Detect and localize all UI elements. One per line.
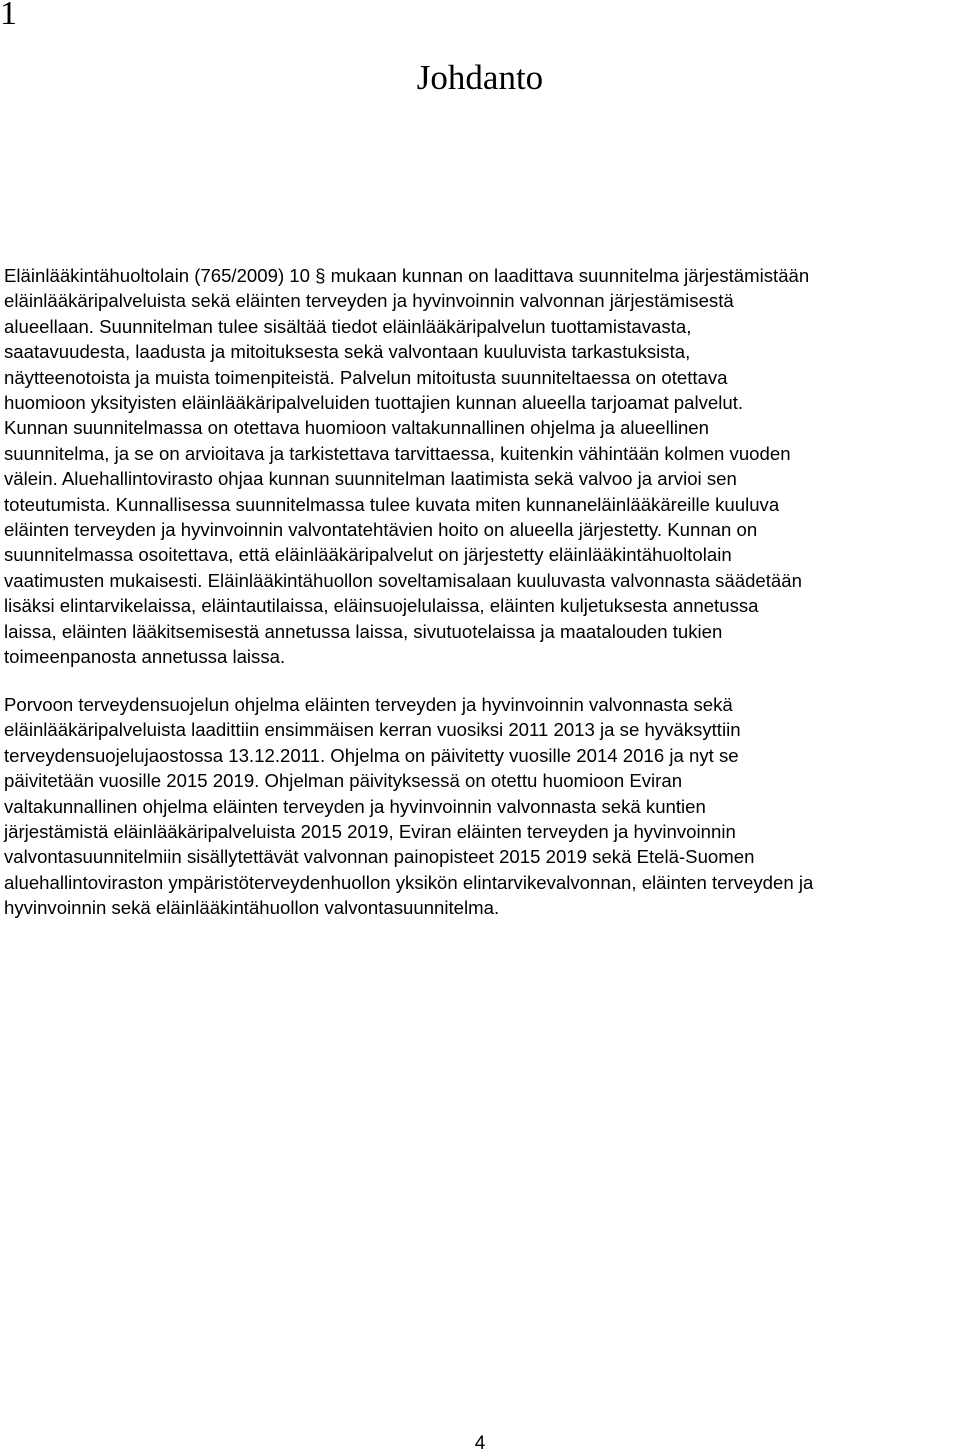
paragraph-line: päivitetään vuosille 2015 2019. Ohjelman päivityksessä on otettu huomioon Eviran [4, 770, 683, 792]
paragraph-line: valvontasuunnitelmiin sisällytettävät valvonnan painopisteet 2015 2019 sekä Etelä-Suomen [4, 846, 755, 868]
paragraph-line: saatavuudesta, laadusta ja mitoituksesta sekä valvontaan kuuluvista tarkastuksista, [4, 341, 691, 363]
paragraph-line: alueellaan. Suunnitelman tulee sisältää tiedot eläinlääkäripalvelun tuottamistavasta, [4, 315, 692, 337]
paragraph-line: näytteenotoista ja muista toimenpiteistä. Palvelun mitoitusta suunniteltaessa on otettava [4, 366, 728, 388]
page-number: 4 [474, 1433, 486, 1454]
paragraph-line: suunnitelmassa osoitettava, että eläinlääkäripalvelut on järjestetty eläinlääkintähuoltolain [4, 544, 732, 566]
chapter-number: 1 [0, 0, 17, 32]
paragraph-line: huomioon yksityisten eläinlääkäripalveluiden tuottajien kunnan alueella tarjoamat palvelut. [4, 392, 744, 414]
paragraph-line: eläinlääkäripalveluista sekä eläinten terveyden ja hyvinvoinnin valvonnan järjestämisestä [4, 290, 734, 312]
paragraph-line: toimeenpanosta annetussa laissa. [4, 646, 286, 668]
paragraph-line: eläinlääkäripalveluista laadittiin ensimmäisen kerran vuosiksi 2011 2013 ja se hyväksyttiin [4, 719, 741, 741]
paragraph-line: toteutumista. Kunnallisessa suunnitelmassa tulee kuvata miten kunnaneläinlääkäreille kuuluva [4, 493, 780, 515]
paragraph-line: aluehallintoviraston ympäristöterveydenhuollon yksikön elintarvikevalvonnan, eläinten terveyden ja [4, 871, 814, 893]
paragraph-line: eläinten terveyden ja hyvinvoinnin valvontatehtävien hoito on alueella järjestetty. Kunnan on [4, 519, 758, 541]
paragraph-line: lisäksi elintarvikelaissa, eläintautilaissa, eläinsuojelulaissa, eläinten kuljetuksesta annetussa [4, 595, 759, 617]
paragraph-line: Kunnan suunnitelmassa on otettava huomioon valtakunnallinen ohjelma ja alueellinen [4, 417, 709, 439]
paragraph-line: Eläinlääkintähuoltolain (765/2009) 10 § mukaan kunnan on laadittava suunnitelma järjestämistään [4, 265, 810, 286]
page-title: Johdanto [416, 58, 544, 97]
paragraph-line: hyvinvoinnin sekä eläinlääkintähuollon valvontasuunnitelma. [4, 897, 500, 919]
paragraph-line: suunnitelma, ja se on arvioitava ja tarkistettava tarvittaessa, kuitenkin vähintään kolmen vuoden [4, 442, 791, 464]
paragraph-line: vaatimusten mukaisesti. Eläinlääkintähuollon soveltamisalaan kuuluvasta valvonnasta säädetään [4, 569, 802, 591]
paragraph-line: välein. Aluehallintovirasto ohjaa kunnan suunnitelman laatimista sekä valvoo ja arvioi sen [4, 468, 737, 490]
paragraph-line: Porvoon terveydensuojelun ohjelma eläinten terveyden ja hyvinvoinnin valvonnasta sekä [4, 694, 733, 715]
paragraph-porvoo-programme [4, 692, 959, 921]
paragraph-line: valtakunnallinen ohjelma eläinten terveyden ja hyvinvoinnin valvonnasta sekä kuntien [4, 795, 706, 817]
paragraph-line: terveydensuojelujaostossa 13.12.2011. Ohjelma on päivitetty vuosille 2014 2016 ja nyt se [4, 744, 739, 766]
paragraph-intro-legislation [4, 263, 959, 670]
paragraph-line: laissa, eläinten lääkitsemisestä annetussa laissa, sivutuotelaissa ja maatalouden tukien [4, 620, 723, 642]
paragraph-line: järjestämistä eläinlääkäripalveluista 2015 2019, Eviran eläinten terveyden ja hyvinvoinnin [4, 821, 736, 843]
